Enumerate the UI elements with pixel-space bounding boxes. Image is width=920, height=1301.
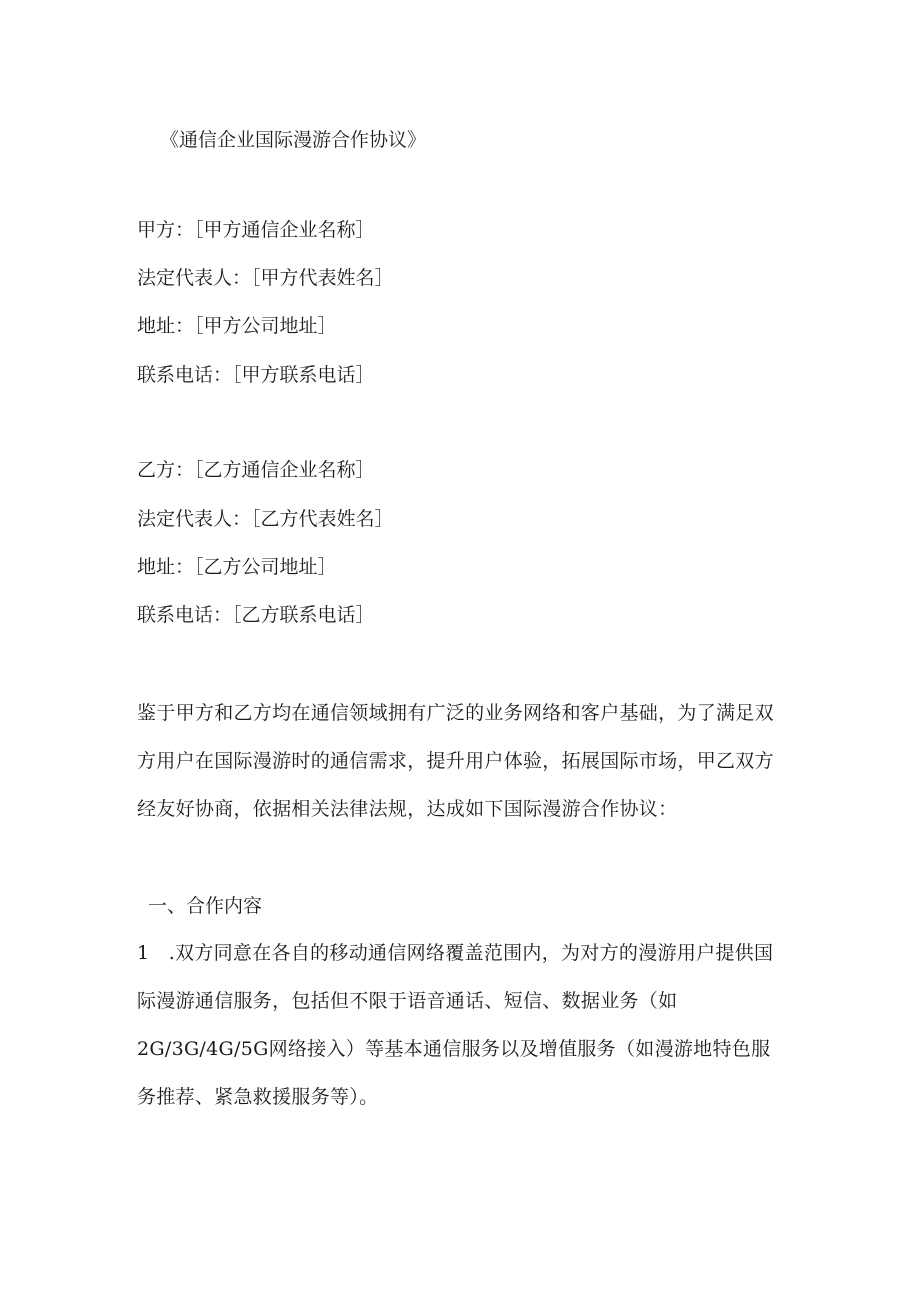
preamble-paragraph: 鉴于甲方和乙方均在通信领域拥有广泛的业务网络和客户基础，为了满足双方用户在国际漫游时的通信需求，提升用户体验，拓展国际市场，甲乙双方经友好协商，依据相关法律法规，达成如下国际漫游合作协议： <box>137 702 774 820</box>
document-title: 《通信企业国际漫游合作协议》 <box>160 129 427 151</box>
party-a-phone: 联系电话：［甲方联系电话］ <box>137 364 375 386</box>
party-a-name: 甲方：［甲方通信企业名称］ <box>137 219 375 241</box>
party-a-address: 地址：［甲方公司地址］ <box>137 315 337 337</box>
party-a-representative: 法定代表人：［甲方代表姓名］ <box>137 267 394 289</box>
party-b-representative: 法定代表人：［乙方代表姓名］ <box>137 508 394 530</box>
clause-1-paragraph: 1 .双方同意在各自的移动通信网络覆盖范围内，为对方的漫游用户提供国际漫游通信服务，包括但不限于语音通话、短信、数据业务（如2G/3G/4G/5G网络接入）等基本通信服务以及增值服务（如漫游地特色服务推荐、紧急救援服务等）。 <box>137 942 774 1108</box>
party-b-address: 地址：［乙方公司地址］ <box>137 556 337 578</box>
section-heading: 一、合作内容 <box>148 895 263 917</box>
party-b-phone: 联系电话：［乙方联系电话］ <box>137 604 375 626</box>
party-b-name: 乙方：［乙方通信企业名称］ <box>137 459 375 481</box>
